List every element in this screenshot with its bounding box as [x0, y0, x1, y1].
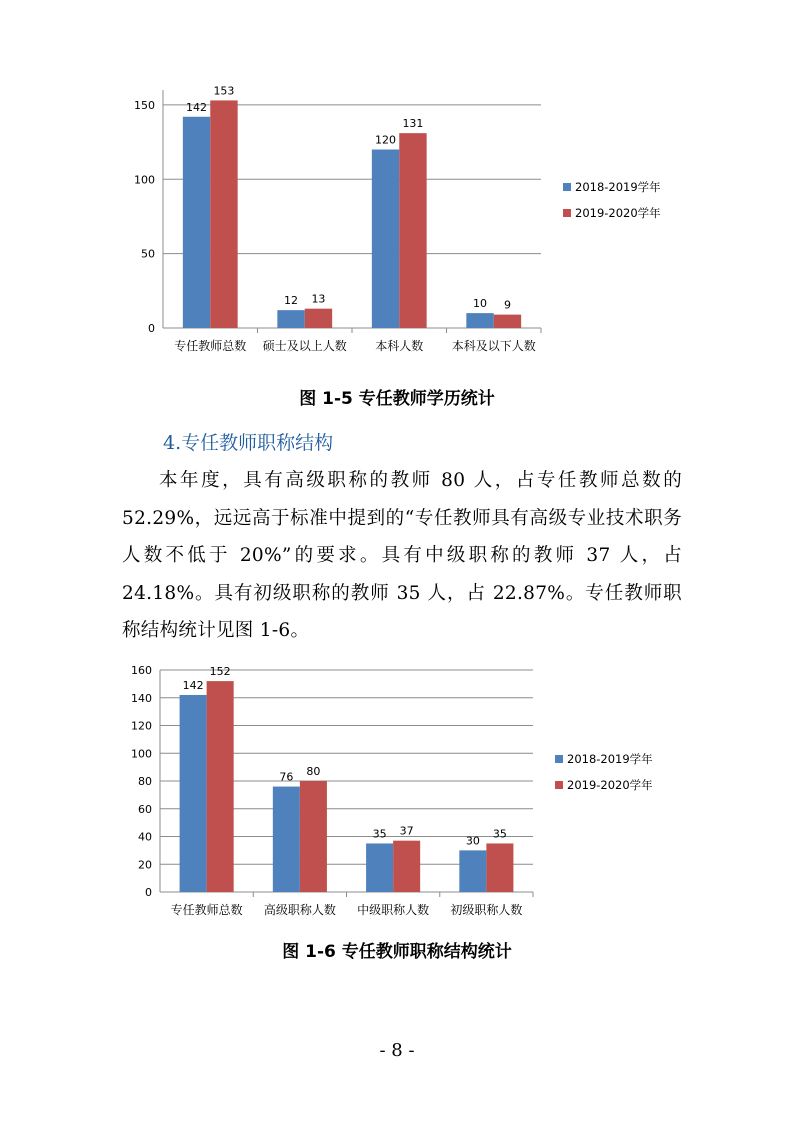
legend-label: 2018-2019学年 [575, 180, 661, 194]
bar [300, 781, 327, 892]
data-label: 10 [473, 297, 488, 311]
x-category-label: 本科及以下人数 [451, 339, 536, 353]
legend-swatch [555, 781, 563, 789]
bar [183, 117, 210, 328]
bar [210, 100, 237, 328]
bar [399, 133, 426, 328]
figure-1-6-caption: 图 1-6 专任教师职称结构统计 [282, 942, 512, 962]
legend-swatch [555, 755, 563, 763]
bar [372, 150, 399, 329]
data-label: 13 [311, 292, 326, 306]
bar [366, 843, 393, 892]
x-category-label: 初级职称人数 [450, 903, 523, 917]
y-tick-label: 160 [131, 664, 152, 677]
title-structure-chart [0, 660, 794, 930]
y-tick-label: 0 [145, 886, 152, 899]
x-category-label: 硕士及以上人数 [262, 339, 347, 353]
data-label: 35 [372, 827, 387, 841]
data-label: 37 [399, 824, 414, 838]
y-tick-label: 140 [131, 691, 152, 705]
bar [277, 310, 304, 328]
data-label: 153 [213, 84, 235, 98]
bar [459, 850, 486, 892]
bar [273, 787, 300, 892]
bar [305, 309, 332, 328]
section-heading: 4.专任教师职称结构 [163, 432, 334, 454]
data-label: 12 [284, 294, 299, 308]
legend-label: 2019-2020学年 [567, 778, 653, 792]
x-category-label: 专任教师总数 [174, 339, 247, 353]
bar [486, 843, 513, 892]
bar [393, 841, 420, 892]
y-tick-label: 80 [138, 775, 152, 788]
y-tick-label: 40 [138, 830, 152, 844]
body-paragraph: 本年度，具有高级职称的教师 80 人，占专任教师总数的 52.29%，远远高于标准中提到的“专任教师具有高级专业技术职务人数不低于 20%”的要求。具有中级职称的教师 37 人，占 24.18%。具有初级职称的教师 35 人，占 22.87%。专任教师职称结构统计见图 1-6。 [122, 470, 682, 641]
data-label: 142 [182, 678, 204, 692]
data-label: 120 [375, 133, 397, 147]
data-label: 80 [306, 765, 321, 778]
legend-label: 2019-2020学年 [575, 206, 661, 220]
x-category-label: 专任教师总数 [170, 903, 243, 917]
data-label: 9 [503, 298, 511, 312]
legend-swatch [563, 183, 571, 191]
data-label: 30 [465, 834, 480, 848]
data-label: 152 [209, 665, 231, 679]
bar [207, 681, 234, 892]
y-tick-label: 120 [131, 719, 152, 733]
data-label: 76 [279, 770, 294, 784]
data-label: 142 [186, 100, 208, 114]
y-tick-label: 100 [134, 173, 155, 187]
y-tick-label: 100 [131, 747, 152, 761]
bar [466, 313, 493, 328]
bar [180, 695, 207, 892]
x-category-label: 中级职称人数 [357, 903, 430, 917]
data-label: 131 [402, 117, 424, 131]
data-label: 35 [492, 827, 507, 841]
legend-label: 2018-2019学年 [567, 752, 653, 766]
y-tick-label: 20 [138, 858, 152, 872]
bar [494, 315, 521, 328]
page-number: - 8 - [379, 1040, 415, 1061]
y-tick-label: 50 [141, 247, 155, 261]
x-category-label: 高级职称人数 [263, 903, 336, 917]
figure-1-5-caption: 图 1-5 专任教师学历统计 [299, 389, 495, 409]
x-category-label: 本科人数 [375, 339, 424, 353]
education-chart [0, 0, 794, 370]
y-tick-label: 60 [138, 802, 152, 816]
legend-swatch [563, 209, 571, 217]
y-tick-label: 0 [148, 322, 155, 335]
y-tick-label: 150 [134, 98, 155, 112]
